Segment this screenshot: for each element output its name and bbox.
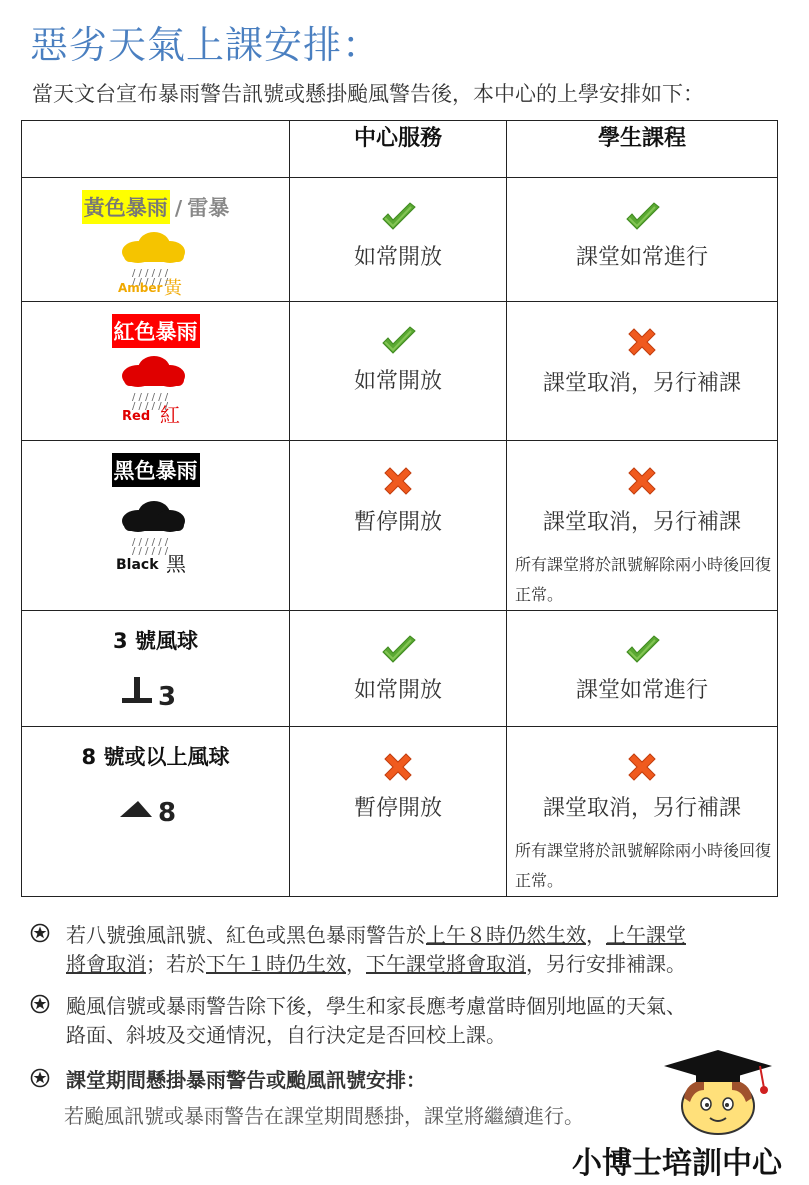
condition-cell (22, 611, 290, 727)
student-course-cell (507, 302, 778, 441)
bullet-1 (30, 921, 790, 981)
check-icon (624, 635, 660, 665)
am-class-cancel-cont: 將會取消 (66, 952, 146, 976)
bullet-1-text-cont: ；若於 (146, 952, 206, 976)
center-service-cell (290, 302, 507, 441)
svg-text:8: 8 (157, 798, 176, 828)
resume-note: 所有課堂將於訊號解除兩小時後回復正常。 (515, 555, 772, 604)
svg-text:3: 3 (157, 682, 176, 712)
bullet-2-line-2: 路面、斜坡及交通情況，自行決定是否回校上課。 (66, 1023, 506, 1047)
pm-class-cancel: 下午課堂將會取消 (366, 952, 526, 976)
cross-icon (625, 465, 659, 497)
bullet-2-line-1: 颱風信號或暴雨警告除下後，學生和家長應考慮當時個別地區的天氣、 (66, 994, 686, 1018)
separator: / (174, 196, 183, 220)
center-service-cell (290, 611, 507, 727)
center-status: 暫停開放 (353, 510, 442, 535)
comma: ， (586, 923, 606, 947)
arrangement-table (21, 120, 778, 897)
center-service-cell (290, 727, 507, 897)
table-row (22, 302, 778, 441)
condition-cell (22, 178, 290, 302)
table-row (22, 178, 778, 302)
amber-rain-icon (116, 230, 196, 296)
center-status: 如常開放 (353, 678, 442, 703)
svg-text:Amber: Amber (117, 281, 162, 295)
black-rain-label: 黑色暴雨 (112, 453, 200, 487)
am-class-cancel: 上午課堂 (606, 923, 686, 947)
page-title: 惡劣天氣上課安排： (30, 23, 382, 67)
center-service-cell (290, 178, 507, 302)
svg-text:紅: 紅 (159, 403, 180, 426)
star-bullet-icon (30, 923, 50, 943)
header-student-course: 學生課程 (507, 121, 778, 178)
signal-3-label: 3 號風球 (113, 629, 198, 653)
pm-1-condition: 下午１時仍生效 (206, 952, 346, 976)
check-icon (380, 635, 416, 665)
resume-note: 所有課堂將於訊號解除兩小時後回復正常。 (515, 841, 772, 890)
student-course-cell (507, 178, 778, 302)
svg-text:黃: 黃 (163, 278, 182, 296)
center-name: 小博士培訓中心 (572, 1146, 782, 1181)
red-rain-icon (116, 354, 196, 426)
red-rain-label: 紅色暴雨 (112, 314, 200, 348)
bullet-3-heading: 課堂期間懸掛暴雨警告或颱風訊號安排： (66, 1068, 426, 1092)
svg-text:黑: 黑 (165, 552, 186, 575)
makeup-text: ，另行安排補課。 (526, 952, 686, 976)
am-8-condition: 上午８時仍然生效 (426, 923, 586, 947)
student-course-cell (507, 611, 778, 727)
student-status: 課堂取消，另行補課 (542, 796, 741, 821)
svg-text:Red: Red (121, 409, 150, 424)
bullet-2 (30, 992, 790, 1052)
cross-icon (625, 751, 659, 783)
center-status: 暫停開放 (353, 796, 442, 821)
header-center-service: 中心服務 (290, 121, 507, 178)
student-status: 課堂取消，另行補課 (542, 510, 741, 535)
condition-cell (22, 727, 290, 897)
table-row (22, 727, 778, 897)
student-status: 課堂如常進行 (575, 678, 708, 703)
header-empty (22, 121, 290, 178)
student-status: 課堂取消，另行補課 (542, 371, 741, 396)
check-icon (624, 202, 660, 232)
bullet-3 (30, 1066, 670, 1130)
center-service-cell (290, 441, 507, 611)
condition-cell (22, 302, 290, 441)
cross-icon (625, 326, 659, 358)
table-row (22, 441, 778, 611)
comma: ， (346, 952, 366, 976)
thunderstorm-label: 雷暴 (187, 196, 230, 220)
signal-8-label: 8 號或以上風球 (81, 745, 230, 769)
svg-text:Black: Black (115, 557, 159, 573)
amber-rain-label: 黃色暴雨 (82, 190, 170, 224)
graduate-mascot-icon (660, 1046, 780, 1136)
center-status: 如常開放 (353, 369, 442, 394)
black-rain-icon (116, 499, 196, 575)
star-bullet-icon (30, 994, 50, 1014)
typhoon-signal-8-icon (116, 787, 196, 831)
bullet-1-text: 若八號強風訊號、紅色或黑色暴雨警告於 (66, 923, 426, 947)
cross-icon (381, 751, 415, 783)
center-status: 如常開放 (353, 245, 442, 270)
intro-text: 當天文台宣布暴雨警告訊號或懸掛颱風警告後，本中心的上學安排如下： (32, 82, 704, 106)
typhoon-signal-3-icon (116, 671, 196, 715)
star-bullet-icon (30, 1068, 50, 1088)
cross-icon (381, 465, 415, 497)
bullet-3-body: 若颱風訊號或暴雨警告在課堂期間懸掛，課堂將繼續進行。 (64, 1104, 584, 1128)
check-icon (380, 202, 416, 232)
condition-cell (22, 441, 290, 611)
student-status: 課堂如常進行 (575, 245, 708, 270)
table-row (22, 611, 778, 727)
student-course-cell (507, 441, 778, 611)
student-course-cell (507, 727, 778, 897)
check-icon (380, 326, 416, 356)
